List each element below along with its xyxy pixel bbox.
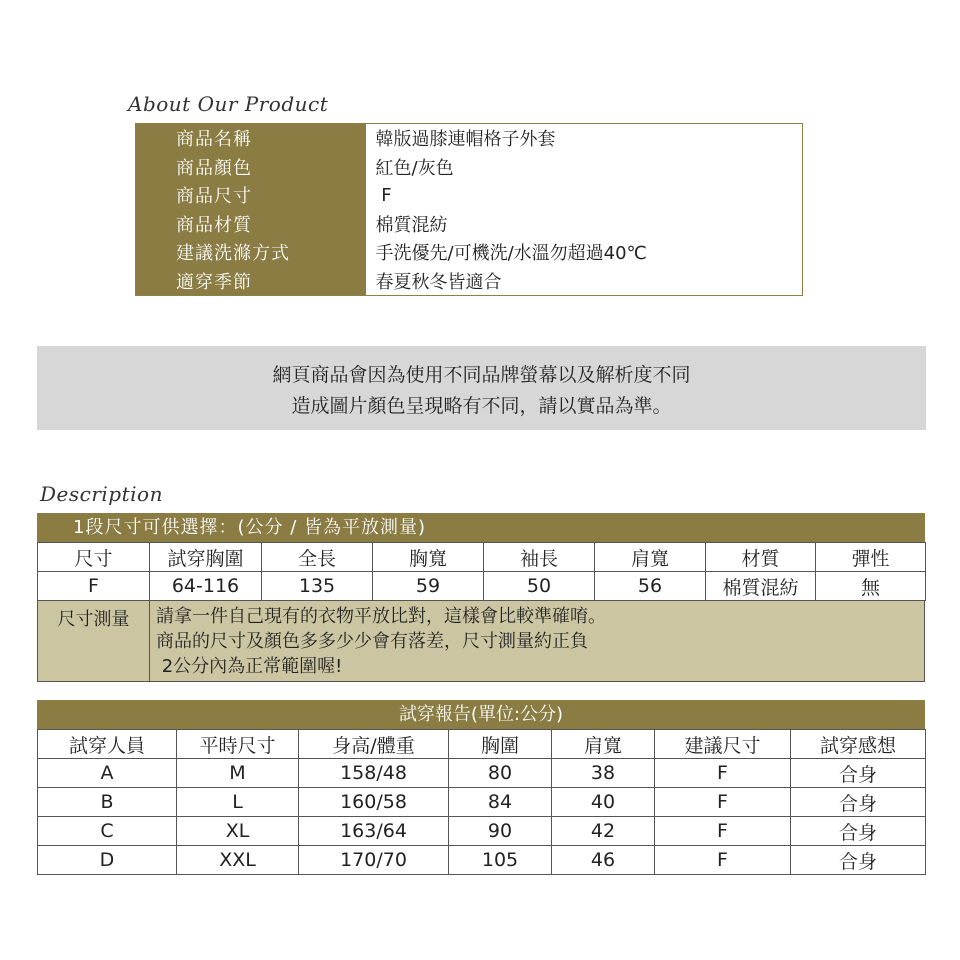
table-row — [38, 788, 926, 817]
column-header: 胸圍 — [449, 730, 552, 759]
product-row — [136, 181, 803, 210]
product-key: 商品尺寸 — [136, 181, 366, 210]
column-header: 試穿感想 — [791, 730, 926, 759]
table-cell: 84 — [449, 788, 552, 817]
product-value: 韓版過膝連帽格子外套 — [366, 124, 803, 153]
product-key: 商品顏色 — [136, 153, 366, 182]
table-cell: 64-116 — [150, 572, 262, 601]
table-cell: 80 — [449, 759, 552, 788]
table-cell: 無 — [816, 572, 926, 601]
size-table — [37, 542, 926, 601]
column-header: 材質 — [706, 543, 816, 572]
table-cell: 158/48 — [299, 759, 449, 788]
product-key: 商品名稱 — [136, 124, 366, 153]
table-cell: 46 — [552, 846, 655, 875]
product-value: 手洗優先/可機洗/水溫勿超過40℃ — [366, 238, 803, 267]
column-header: 建議尺寸 — [655, 730, 791, 759]
column-header: 試穿人員 — [38, 730, 177, 759]
table-cell: A — [38, 759, 177, 788]
notice-line: 網頁商品會因為使用不同品牌螢幕以及解析度不同 — [272, 364, 691, 386]
size-data-row — [38, 572, 926, 601]
column-header: 平時尺寸 — [177, 730, 299, 759]
product-info-table — [135, 123, 803, 296]
table-cell: F — [655, 846, 791, 875]
table-cell: 56 — [595, 572, 706, 601]
measure-line: 請拿一件自己現有的衣物平放比對，這樣會比較準確唷。 — [156, 606, 606, 627]
product-key: 商品材質 — [136, 210, 366, 239]
table-cell: 合身 — [791, 759, 926, 788]
table-cell: 160/58 — [299, 788, 449, 817]
size-header-row — [38, 543, 926, 572]
column-header: 肩寬 — [595, 543, 706, 572]
fitting-header: 試穿報告(單位:公分) — [37, 700, 925, 729]
product-row — [136, 267, 803, 296]
table-cell: 90 — [449, 817, 552, 846]
product-value: 紅色/灰色 — [366, 153, 803, 182]
measure-line: 2公分內為正常範圍喔! — [156, 656, 343, 677]
table-cell: F — [655, 759, 791, 788]
fitting-table — [37, 729, 926, 875]
product-value: 棉質混紡 — [366, 210, 803, 239]
table-cell: F — [655, 788, 791, 817]
notice-line: 造成圖片顏色呈現略有不同，請以實品為準。 — [291, 395, 672, 417]
table-cell: 170/70 — [299, 846, 449, 875]
table-cell: 38 — [552, 759, 655, 788]
table-cell: XXL — [177, 846, 299, 875]
fitting-header-row — [38, 730, 926, 759]
table-cell: 42 — [552, 817, 655, 846]
table-cell: M — [177, 759, 299, 788]
size-header: 1段尺寸可供選擇：(公分 / 皆為平放測量) — [37, 513, 925, 542]
table-row — [38, 817, 926, 846]
column-header: 胸寬 — [373, 543, 484, 572]
table-cell: XL — [177, 817, 299, 846]
measure-row — [37, 601, 925, 682]
table-row — [38, 846, 926, 875]
table-cell: 合身 — [791, 817, 926, 846]
product-row — [136, 238, 803, 267]
product-row — [136, 153, 803, 182]
column-header: 袖長 — [484, 543, 595, 572]
measure-text — [150, 601, 606, 681]
table-cell: 105 — [449, 846, 552, 875]
color-notice — [37, 346, 926, 430]
column-header: 身高/體重 — [299, 730, 449, 759]
table-cell: 40 — [552, 788, 655, 817]
product-row — [136, 210, 803, 239]
table-row — [38, 759, 926, 788]
table-cell: 163/64 — [299, 817, 449, 846]
column-header: 試穿胸圍 — [150, 543, 262, 572]
fitting-section — [37, 700, 925, 875]
table-cell: 50 — [484, 572, 595, 601]
product-key: 建議洗滌方式 — [136, 238, 366, 267]
size-section — [37, 513, 925, 682]
table-cell: 棉質混紡 — [706, 572, 816, 601]
product-value: 春夏秋冬皆適合 — [366, 267, 803, 296]
column-header: 彈性 — [816, 543, 926, 572]
table-cell: 合身 — [791, 788, 926, 817]
table-cell: 合身 — [791, 846, 926, 875]
column-header: 全長 — [262, 543, 373, 572]
table-cell: B — [38, 788, 177, 817]
about-title: About Our Product — [128, 92, 329, 116]
table-cell: F — [655, 817, 791, 846]
table-cell: F — [38, 572, 150, 601]
description-title: Description — [40, 482, 163, 506]
column-header: 尺寸 — [38, 543, 150, 572]
product-row — [136, 124, 803, 153]
table-cell: C — [38, 817, 177, 846]
table-cell: 59 — [373, 572, 484, 601]
measure-label: 尺寸測量 — [38, 601, 150, 681]
column-header: 肩寬 — [552, 730, 655, 759]
product-key: 適穿季節 — [136, 267, 366, 296]
product-value: F — [366, 181, 803, 210]
measure-line: 商品的尺寸及顏色多多少少會有落差，尺寸測量約正負 — [156, 631, 588, 652]
table-cell: L — [177, 788, 299, 817]
table-cell: 135 — [262, 572, 373, 601]
table-cell: D — [38, 846, 177, 875]
